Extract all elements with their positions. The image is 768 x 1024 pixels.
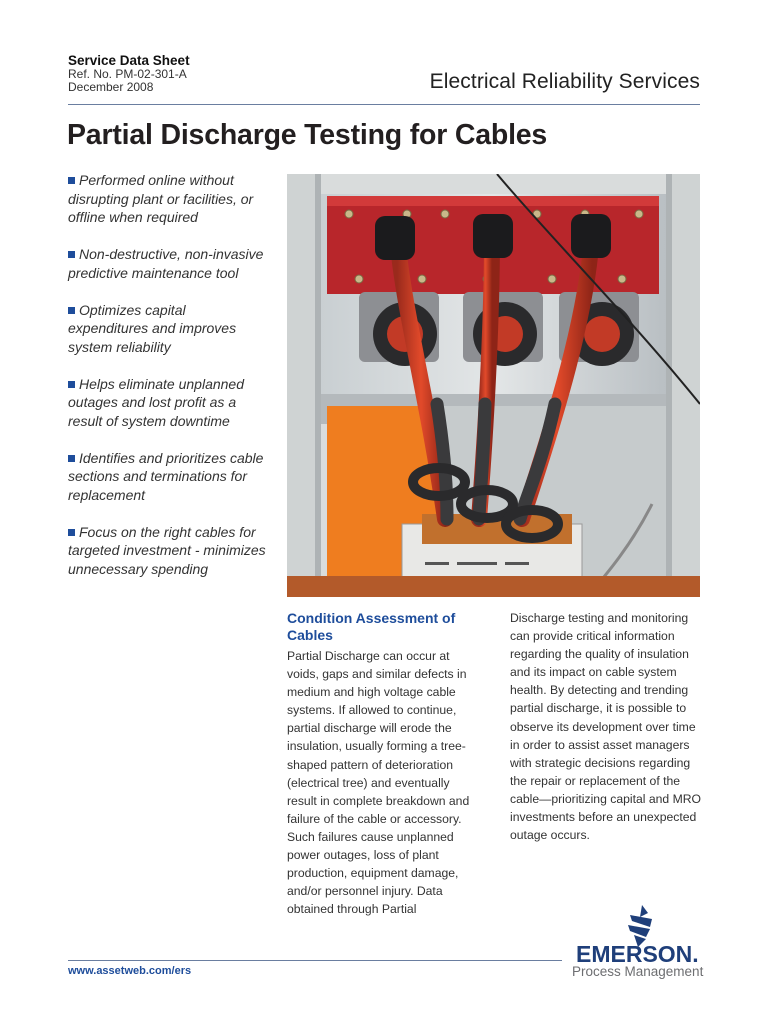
body-paragraph: Partial Discharge can occur at voids, gaps and similar defects in medium and high voltage cable systems. If allowed to continue, partial discharge will erode the insulation, usually forming a tree-shaped pattern of deterioration (electrical tree) and eventually result in complete breakdown and failure of the cable or accessory. Such failures cause unplanned power outages, loss of plant production, equipment damage, and/or personnel injury. Data obtained through Partial bbox=[287, 649, 470, 917]
bullet-square-icon bbox=[68, 307, 75, 314]
company-division: Process Management bbox=[572, 964, 704, 979]
company-name: EMERSON. bbox=[576, 941, 699, 967]
feature-list bbox=[68, 171, 268, 597]
feature-item: Identifies and prioritizes cable sections and terminations for replacement bbox=[68, 449, 264, 503]
sheet-type: Service Data Sheet bbox=[68, 53, 190, 68]
feature-item: Optimizes capital expenditures and improves system reliability bbox=[68, 301, 237, 355]
footer-divider bbox=[68, 960, 562, 961]
bullet-square-icon bbox=[68, 381, 75, 388]
feature-item: Performed online without disrupting plant or facilities, or offline when required bbox=[68, 172, 254, 225]
reference-number: Ref. No. PM-02-301-A bbox=[68, 67, 187, 81]
section-heading: Condition Assessment of Cables bbox=[287, 610, 456, 643]
bullet-square-icon bbox=[68, 177, 75, 184]
feature-item: Focus on the right cables for targeted investment - minimizes unnecessary spending bbox=[68, 523, 266, 577]
feature-item: Non-destructive, non-invasive predictive maintenance tool bbox=[68, 246, 264, 281]
header-divider bbox=[68, 104, 700, 105]
bullet-square-icon bbox=[68, 251, 75, 258]
website-link[interactable]: www.assetweb.com/ers bbox=[68, 965, 192, 977]
publication-date: December 2008 bbox=[68, 80, 154, 94]
body-paragraph: Discharge testing and monitoring can provide critical information regarding the quality of insulation and its impact on cable system health. By detecting and trending partial discharge, it is possible to observe its development over time in order to assist asset managers with strategic decisions regarding the repair or replacement of the cable—prioritizing capital and MRO investments before an unexpected outage occurs. bbox=[510, 611, 702, 843]
switchgear-cable-photo bbox=[287, 174, 700, 597]
bullet-square-icon bbox=[68, 529, 75, 536]
page-title: Partial Discharge Testing for Cables bbox=[67, 119, 548, 151]
department-name: Electrical Reliability Services bbox=[429, 70, 700, 93]
body-column-1 bbox=[287, 610, 475, 918]
body-column-2 bbox=[510, 609, 705, 844]
feature-item: Helps eliminate unplanned outages and lost profit as a result of system downtime bbox=[68, 375, 244, 429]
bullet-square-icon bbox=[68, 455, 75, 462]
